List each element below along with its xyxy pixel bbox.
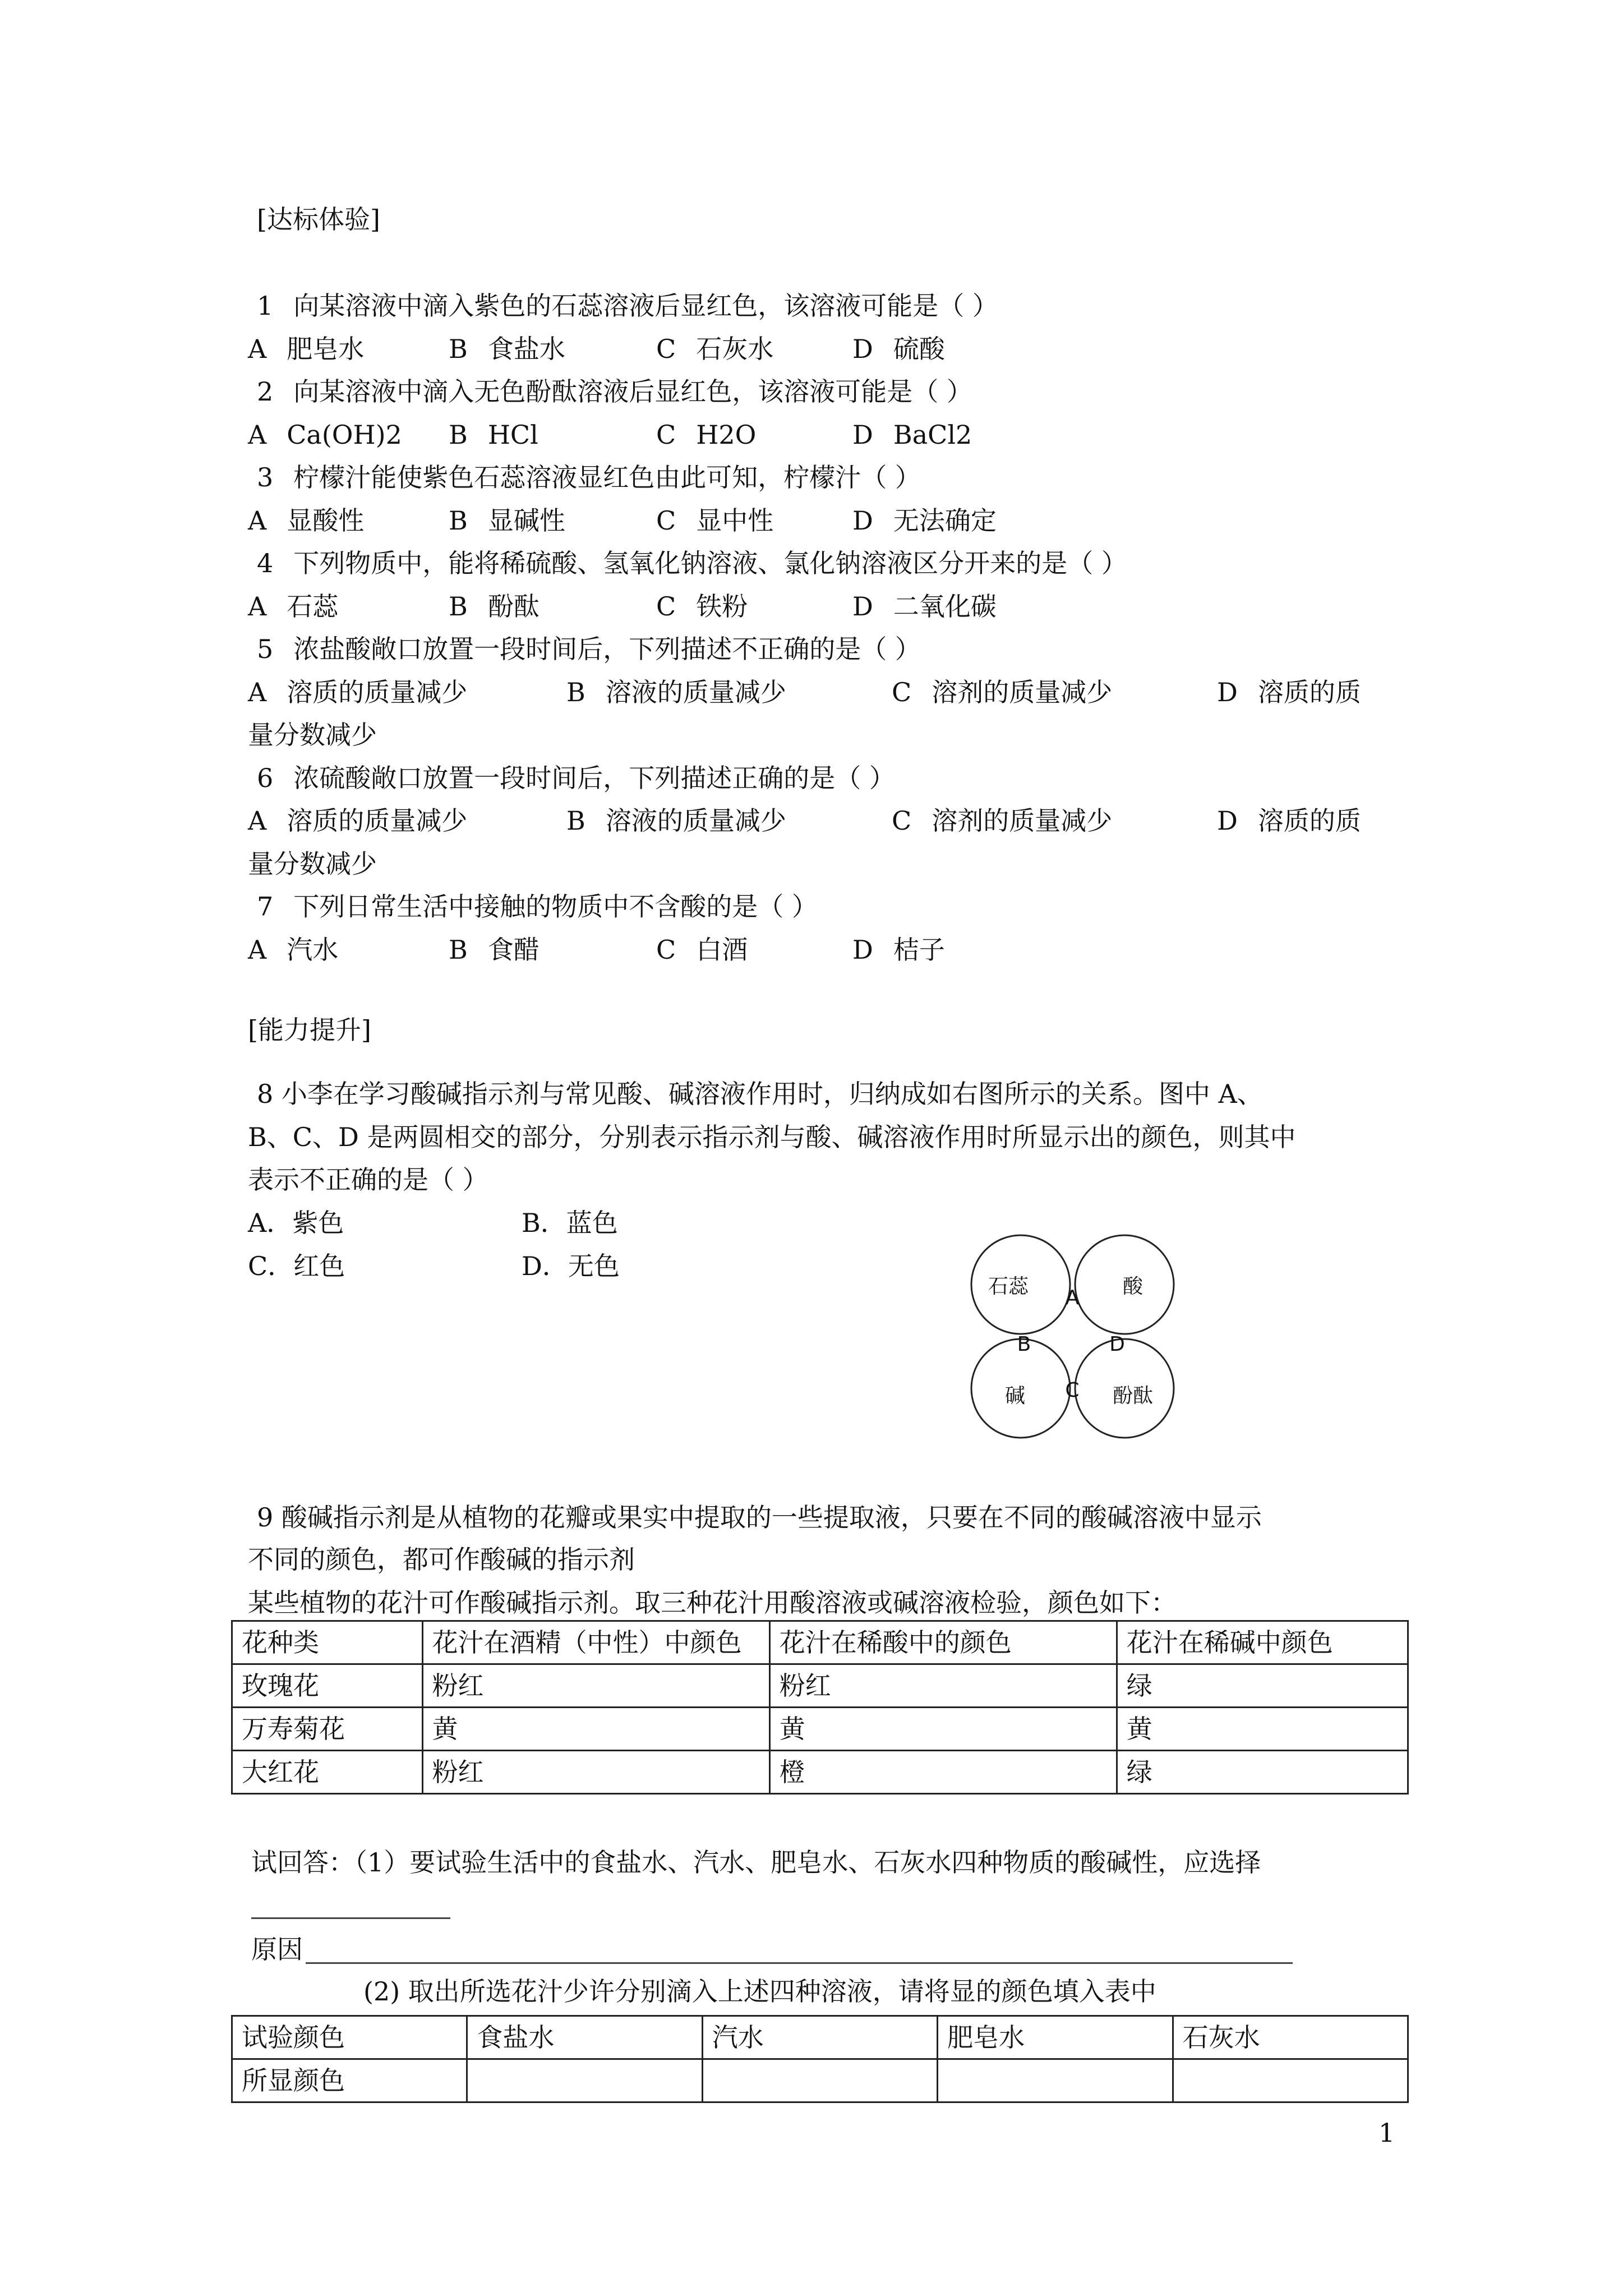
q8-line1: 8 小李在学习酸碱指示剂与常见酸、碱溶液作用时，归纳成如右图所示的关系。图中 A、 — [257, 1079, 1263, 1109]
question-text: 向某溶液中滴入紫色的石蕊溶液后显红色，该溶液可能是（ ） — [293, 291, 998, 321]
venn-region-b: B — [1017, 1333, 1031, 1356]
option-text: 食醋 — [487, 934, 540, 965]
option-letter: A — [248, 333, 267, 364]
option-letter: C — [656, 419, 676, 450]
table-row — [232, 1664, 1408, 1708]
question-3-option-d — [852, 501, 997, 540]
q9-line1: 9 酸碱指示剂是从植物的花瓣或果实中提取的一些提取液，只要在不同的酸碱溶液中显示 — [257, 1502, 1262, 1533]
venn-label-litmus: 石蕊 — [988, 1275, 1029, 1298]
question-7-option-c — [656, 930, 748, 969]
question-1-option-a — [248, 329, 364, 369]
table-cell: 粉红 — [422, 1751, 769, 1794]
option-text: 溶质的质量减少 — [287, 806, 468, 836]
question-5-option-a — [248, 673, 467, 712]
q8-line3: 表示不正确的是（ ） — [248, 1165, 488, 1195]
answer-blank-1[interactable] — [251, 1917, 450, 1919]
q9-line3: 某些植物的花汁可作酸碱指示剂。取三种花汁用酸溶液或碱溶液检验，颜色如下： — [248, 1588, 1177, 1618]
result-answer-cell[interactable] — [467, 2059, 702, 2102]
result-header-cell: 食盐水 — [467, 2016, 702, 2059]
option-letter: D — [852, 934, 873, 965]
option-text: 硫酸 — [893, 333, 945, 364]
option-text: Ca(OH)2 — [287, 419, 402, 450]
question-7-stem — [257, 887, 818, 926]
question-5-stem — [257, 629, 921, 669]
q9-line2: 不同的颜色，都可作酸碱的指示剂 — [248, 1544, 635, 1575]
q8-option-d: D．无色 — [522, 1251, 620, 1281]
venn-label-base: 碱 — [1004, 1384, 1026, 1407]
table-cell: 黄 — [1117, 1708, 1408, 1751]
option-letter: B — [449, 591, 468, 622]
flower-table — [231, 1620, 1409, 1795]
option-text: 酚酞 — [487, 591, 540, 622]
question-6-option-d — [1217, 801, 1361, 840]
option-letter: D — [852, 333, 873, 364]
q8-option-c: C．红色 — [248, 1251, 345, 1281]
option-letter: B — [566, 806, 585, 836]
question-2-stem — [257, 372, 972, 411]
option-text: 溶质的质量减少 — [287, 677, 468, 707]
option-text: 显中性 — [696, 505, 774, 536]
question-text: 柠檬汁能使紫色石蕊溶液显红色由此可知，柠檬汁（ ） — [293, 462, 921, 493]
option-text: 溶质的质 — [1257, 677, 1361, 707]
question-3-stem — [257, 458, 921, 497]
option-text: 桔子 — [893, 934, 945, 965]
option-text: 白酒 — [696, 934, 748, 965]
question-number: 7 — [257, 891, 274, 922]
option-text: 石蕊 — [287, 591, 339, 622]
question-number: 2 — [257, 376, 274, 407]
question-text: 向某溶液中滴入无色酚酞溶液后显红色，该溶液可能是（ ） — [293, 376, 972, 407]
option-text: 显酸性 — [287, 505, 365, 536]
option-letter: D — [852, 591, 873, 622]
table-header-cell: 花汁在稀碱中颜色 — [1117, 1621, 1408, 1664]
option-letter: B — [449, 505, 468, 536]
option-letter: A — [248, 934, 267, 965]
question-2-option-a — [248, 415, 402, 454]
question-1-stem — [257, 286, 998, 325]
table-cell: 玫瑰花 — [232, 1664, 423, 1708]
result-table — [231, 2015, 1409, 2103]
question-6-option-a — [248, 801, 467, 840]
result-header-cell: 石灰水 — [1173, 2016, 1408, 2059]
option-text: HCl — [487, 419, 538, 450]
question-3-option-c — [656, 501, 773, 540]
option-letter: B — [566, 677, 585, 707]
q8-line2: B、C、D 是两圆相交的部分，分别表示指示剂与酸、碱溶液作用时所显示出的颜色，则其中 — [248, 1122, 1296, 1152]
question-1-option-b — [449, 329, 565, 369]
option-text: 汽水 — [287, 934, 339, 965]
question-6-wrap: 量分数减少 — [248, 848, 377, 879]
table-header-row — [232, 1621, 1408, 1664]
table-cell: 绿 — [1117, 1751, 1408, 1794]
option-letter: C — [892, 806, 912, 836]
option-letter: D — [852, 419, 873, 450]
section-heading-advanced: [能力提升] — [248, 1015, 371, 1045]
question-4-option-b — [449, 587, 540, 626]
table-cell: 大红花 — [232, 1751, 423, 1794]
table-cell: 粉红 — [422, 1664, 769, 1708]
venn-region-d: D — [1109, 1333, 1125, 1356]
option-text: 无法确定 — [893, 505, 997, 536]
question-4-option-a — [248, 587, 338, 626]
question-4-option-d — [852, 587, 997, 626]
option-text: 溶液的质量减少 — [605, 677, 786, 707]
question-number: 6 — [257, 762, 274, 793]
q8-option-b: B．蓝色 — [522, 1208, 618, 1238]
table-cell: 黄 — [422, 1708, 769, 1751]
option-letter: B — [449, 419, 468, 450]
q9-answer1: 试回答：（1）要试验生活中的食盐水、汽水、肥皂水、石灰水四种物质的酸碱性，应选择 — [251, 1847, 1261, 1878]
table-cell: 橙 — [769, 1751, 1117, 1794]
question-text: 浓硫酸敞口放置一段时间后，下列描述正确的是（ ） — [293, 762, 895, 793]
result-row — [232, 2059, 1408, 2102]
table-header-cell: 花汁在酒精（中性）中颜色 — [422, 1621, 769, 1664]
option-text: H2O — [696, 419, 757, 450]
question-number: 5 — [257, 634, 274, 664]
question-2-option-b — [449, 415, 538, 454]
question-6-option-c — [892, 801, 1112, 840]
question-5-option-b — [566, 673, 786, 712]
question-7-option-b — [449, 930, 540, 969]
result-answer-cell[interactable] — [702, 2059, 937, 2102]
question-1-option-d — [852, 329, 945, 369]
option-letter: C — [656, 505, 676, 536]
option-letter: C — [892, 677, 912, 707]
question-1-option-c — [656, 329, 773, 369]
option-text: 溶剂的质量减少 — [932, 677, 1113, 707]
result-header-cell: 肥皂水 — [938, 2016, 1173, 2059]
answer-blank-reason[interactable] — [306, 1962, 1293, 1964]
option-letter: D — [1217, 806, 1238, 836]
option-text: 溶质的质 — [1257, 806, 1361, 836]
result-answer-cell[interactable] — [1173, 2059, 1408, 2102]
question-6-stem — [257, 758, 895, 798]
question-4-stem — [257, 544, 1127, 583]
table-cell: 万寿菊花 — [232, 1708, 423, 1751]
result-header-row — [232, 2016, 1408, 2059]
table-row — [232, 1708, 1408, 1751]
question-7-option-d — [852, 930, 945, 969]
option-text: 肥皂水 — [287, 333, 365, 364]
table-header-cell: 花汁在稀酸中的颜色 — [769, 1621, 1117, 1664]
question-6-option-b — [566, 801, 786, 840]
option-text: 溶剂的质量减少 — [932, 806, 1113, 836]
question-text: 浓盐酸敞口放置一段时间后，下列描述不正确的是（ ） — [293, 634, 921, 664]
option-letter: D — [1217, 677, 1238, 707]
table-cell: 绿 — [1117, 1664, 1408, 1708]
q8-option-a: A．紫色 — [248, 1208, 344, 1238]
table-header-cell: 花种类 — [232, 1621, 423, 1664]
option-text: 显碱性 — [487, 505, 565, 536]
question-text: 下列物质中，能将稀硫酸、氢氧化钠溶液、氯化钠溶液区分开来的是（ ） — [293, 548, 1127, 578]
option-letter: D — [852, 505, 873, 536]
q9-reason-label: 原因 — [251, 1934, 303, 1964]
result-header-cell: 试验颜色 — [232, 2016, 467, 2059]
result-header-cell: 汽水 — [702, 2016, 937, 2059]
result-row-label: 所显颜色 — [232, 2059, 467, 2102]
option-text: 二氧化碳 — [893, 591, 997, 622]
question-number: 1 — [257, 291, 274, 321]
question-2-option-d — [852, 415, 972, 454]
venn-region-a: A — [1065, 1286, 1080, 1309]
option-text: 溶液的质量减少 — [605, 806, 786, 836]
option-letter: C — [656, 591, 676, 622]
option-letter: B — [449, 934, 468, 965]
option-text: 石灰水 — [696, 333, 774, 364]
question-5-wrap: 量分数减少 — [248, 720, 377, 750]
result-answer-cell[interactable] — [938, 2059, 1173, 2102]
question-5-option-d — [1217, 673, 1361, 712]
option-letter: A — [248, 677, 267, 707]
q9-part2: (2) 取出所选花汁少许分别滴入上述四种溶液，请将显的颜色填入表中 — [363, 1976, 1156, 2007]
option-letter: A — [248, 591, 267, 622]
option-letter: A — [248, 419, 267, 450]
venn-region-c: C — [1065, 1379, 1080, 1402]
page-number: 1 — [1378, 2118, 1395, 2148]
question-number: 4 — [257, 548, 274, 578]
question-5-option-c — [892, 673, 1112, 712]
table-cell: 粉红 — [769, 1664, 1117, 1708]
option-letter: C — [656, 934, 676, 965]
question-4-option-c — [656, 587, 748, 626]
option-letter: B — [449, 333, 468, 364]
question-text: 下列日常生活中接触的物质中不含酸的是（ ） — [293, 891, 818, 922]
question-number: 3 — [257, 462, 274, 493]
question-2-option-c — [656, 415, 756, 454]
option-text: BaCl2 — [893, 419, 972, 450]
section-heading-basic: [达标体验] — [257, 204, 380, 234]
table-cell: 黄 — [769, 1708, 1117, 1751]
venn-diagram — [965, 1228, 1189, 1453]
option-text: 食盐水 — [487, 333, 565, 364]
question-7-option-a — [248, 930, 338, 969]
venn-label-acid: 酸 — [1122, 1275, 1144, 1298]
question-3-option-b — [449, 501, 565, 540]
option-letter: A — [248, 806, 267, 836]
option-letter: C — [656, 333, 676, 364]
option-letter: A — [248, 505, 267, 536]
venn-label-phenol: 酚酞 — [1112, 1384, 1154, 1407]
table-row — [232, 1751, 1408, 1794]
option-text: 铁粉 — [696, 591, 748, 622]
question-3-option-a — [248, 501, 364, 540]
